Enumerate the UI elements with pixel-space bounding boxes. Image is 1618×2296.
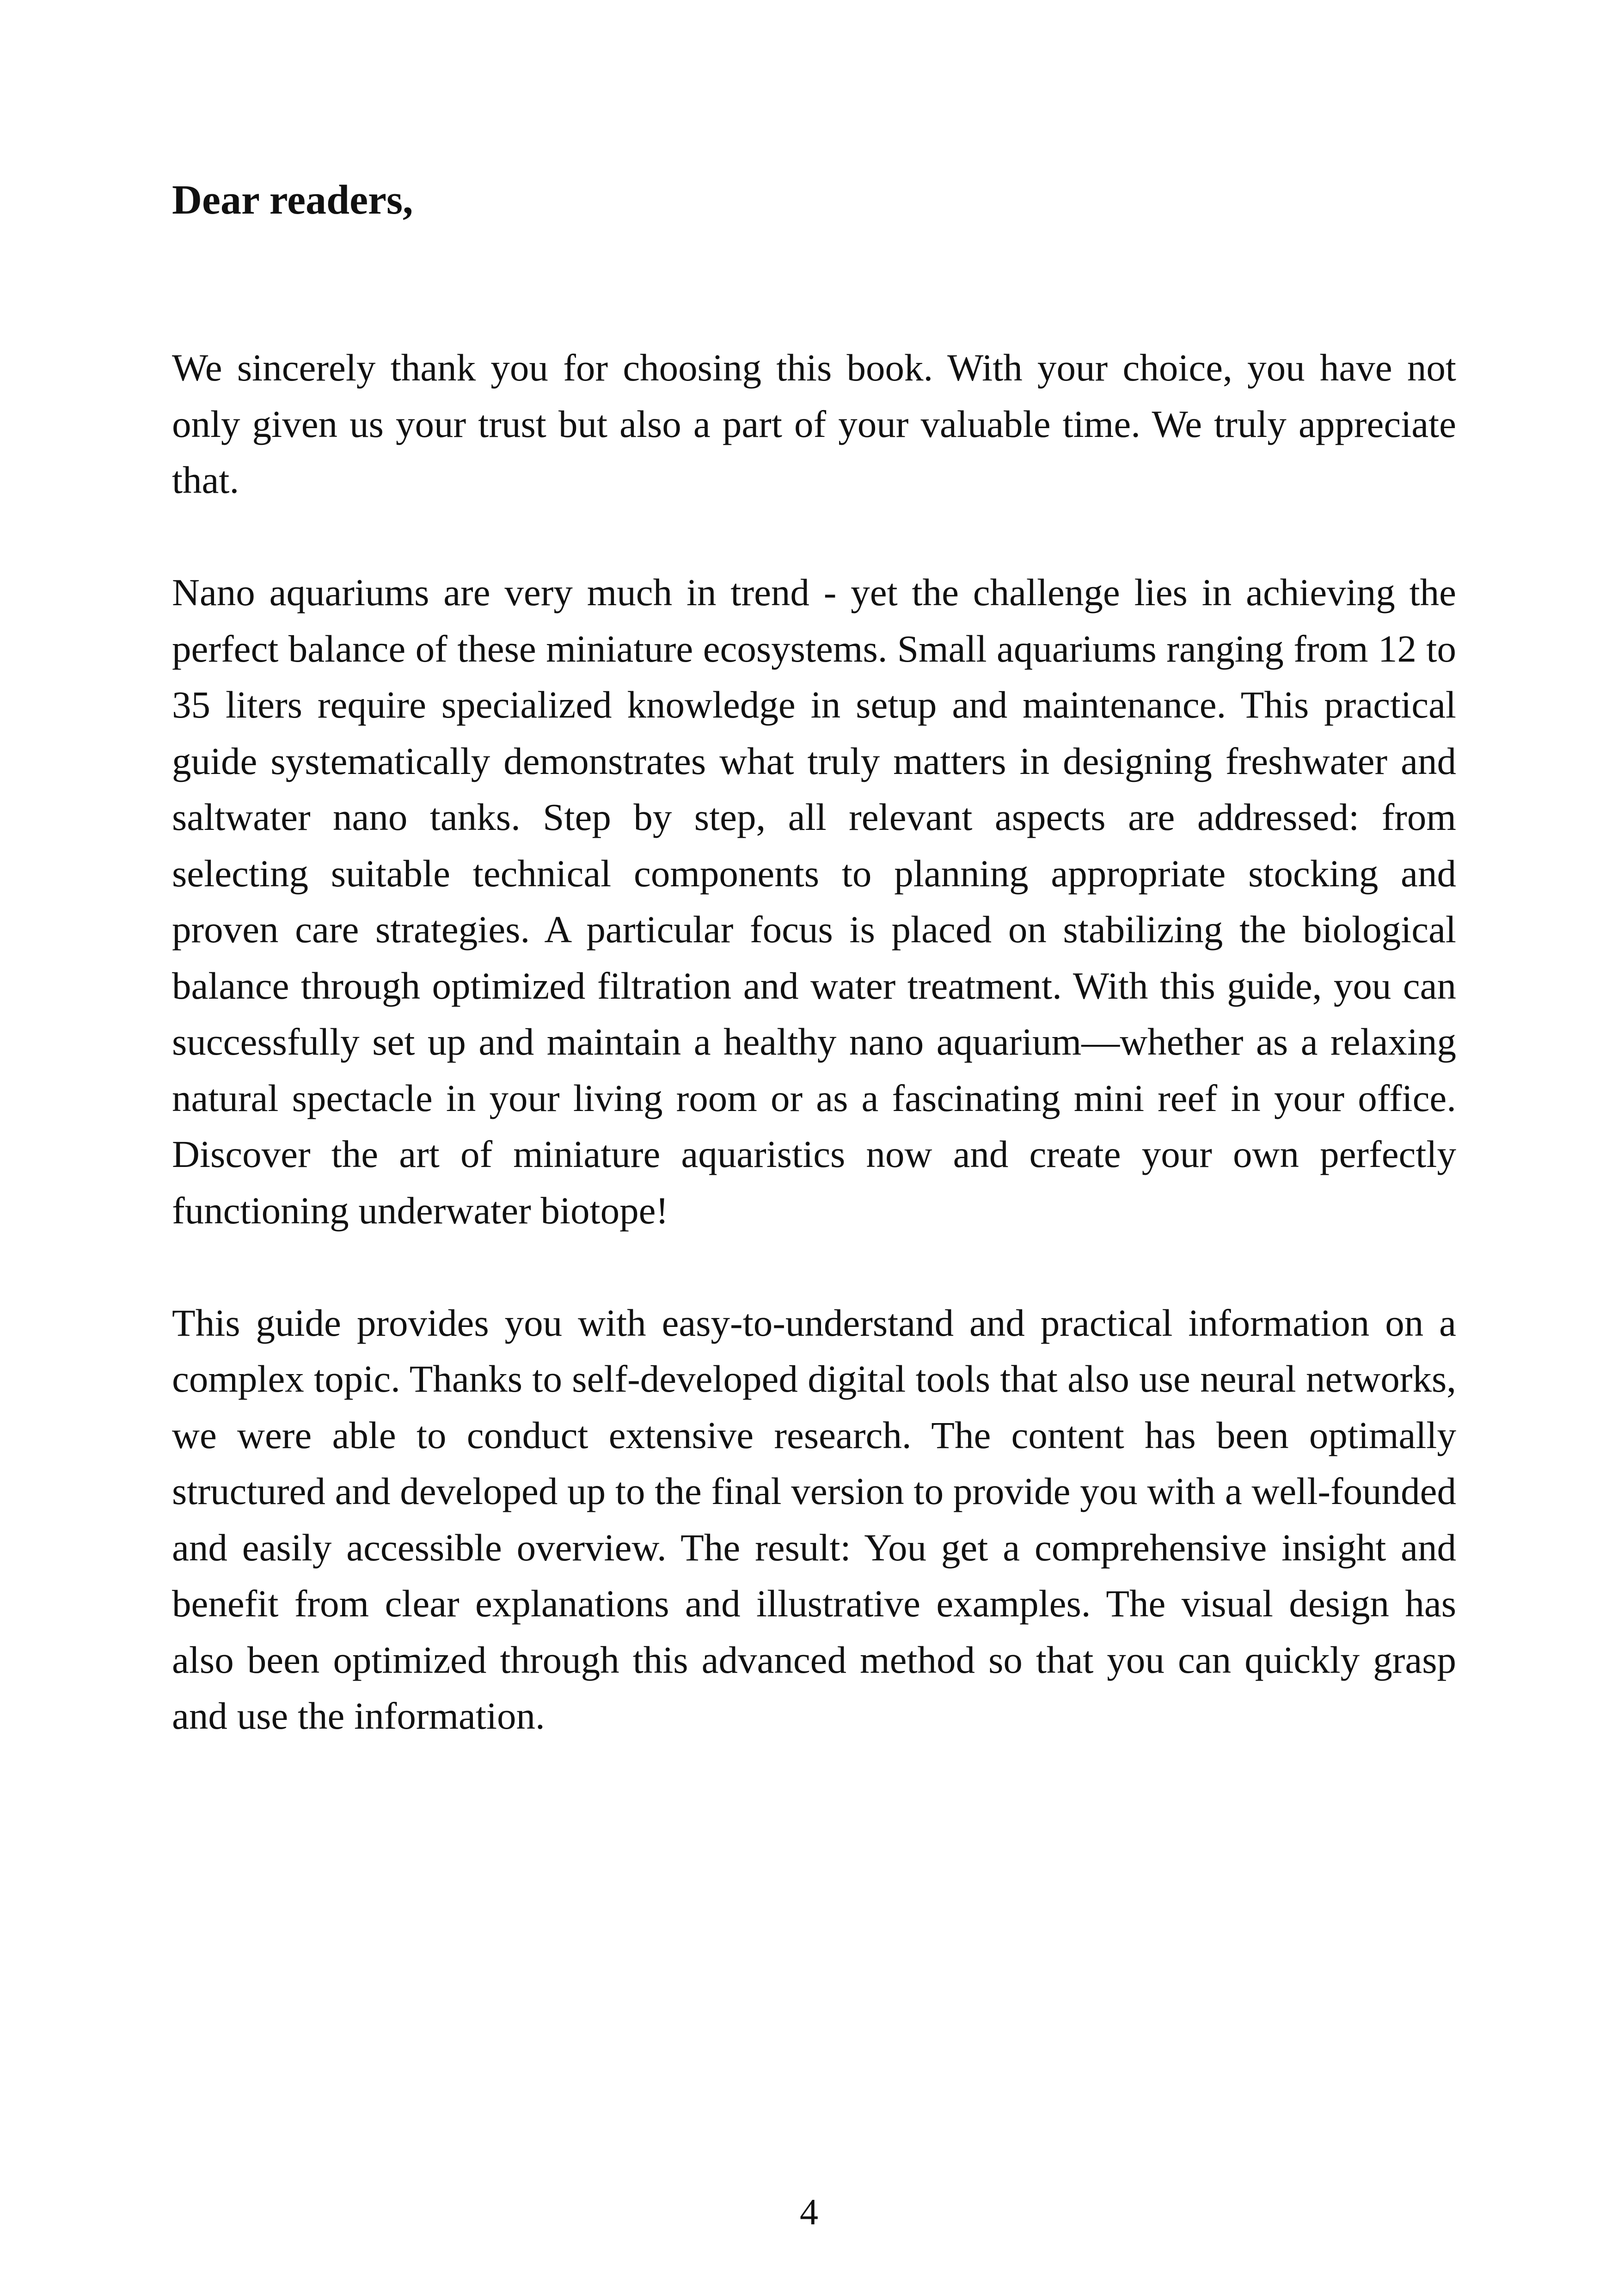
salutation-heading: Dear readers,	[172, 177, 413, 223]
paragraph-nano-aquariums: Nano aquariums are very much in trend - yet the challenge lies in achieving the perfect balance of these miniature ecosystems. Small aquariums ranging from 12 to 35 liters require specialized knowledge in setup and maintenance. This practical guide systematically demonstrates what truly matters in designing freshwater and saltwater nano tanks. Step by step, all relevant aspects are addressed: from selecting suitable technical components to planning appropriate stocking and proven care strategies. A particular focus is placed on stabilizing the biological balance through optimized filtration and water treatment. With this guide, you can successfully set up and maintain a healthy nano aquarium—whether as a relaxing natural spectacle in your living room or as a fascinating mini reef in your office. Discover the art of miniature aquaristics now and create your own perfectly functioning underwater biotope!	[172, 571, 1456, 1232]
paragraph-thanks: We sincerely thank you for choosing this book. With your choice, you have not only given us your trust but also a part of your valuable time. We truly appreciate that.	[172, 346, 1456, 501]
body-text	[172, 340, 1456, 1800]
paragraph-guide-info: This guide provides you with easy-to-understand and practical information on a complex topic. Thanks to self-developed digital tools that also use neural networks, we were able to conduct extensive research. The content has been optimally structured and developed up to the final version to provide you with a well-founded and easily accessible overview. The result: You get a comprehensive insight and benefit from clear explanations and illustrative examples. The visual design has also been optimized through this advanced method so that you can quickly grasp and use the information.	[172, 1301, 1456, 1737]
page-number: 4	[800, 2192, 818, 2233]
